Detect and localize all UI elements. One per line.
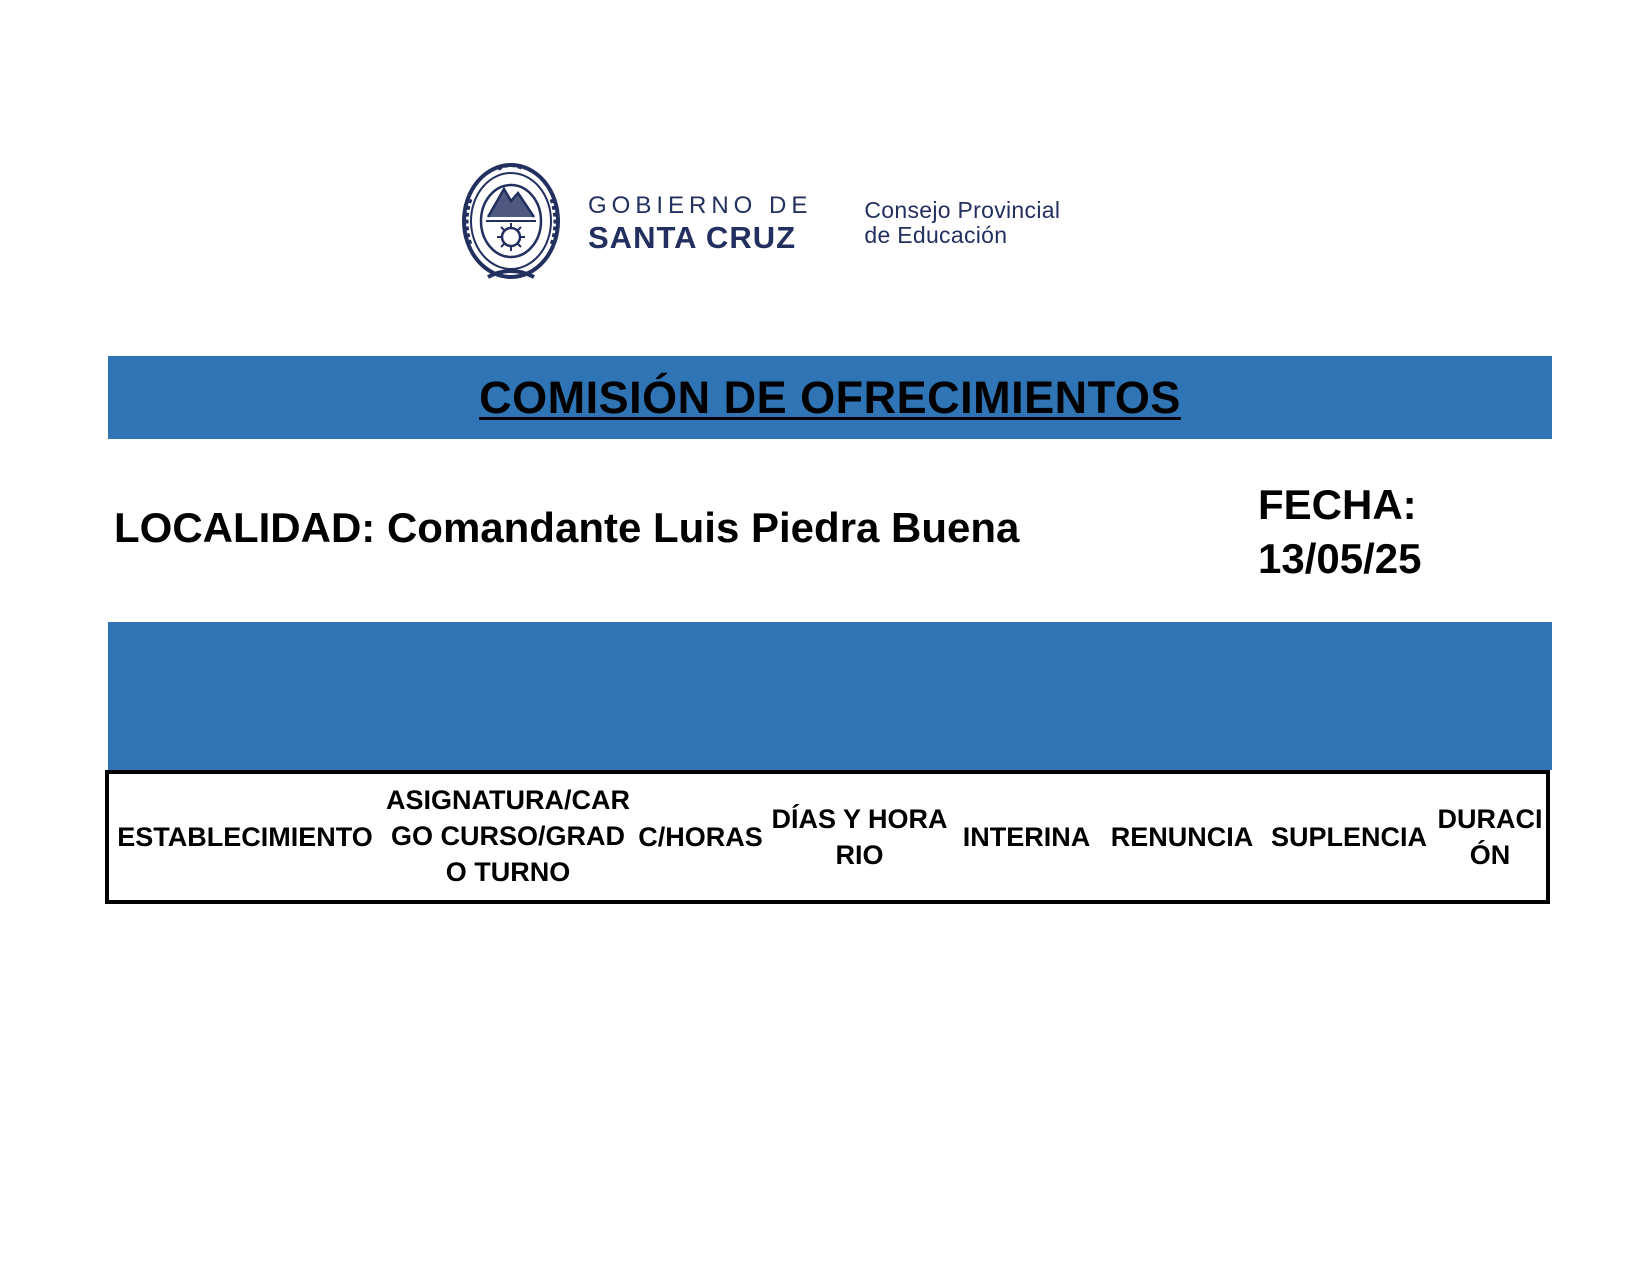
consejo-provincial-wordmark (864, 198, 1060, 248)
consejo-line-2: de Educación (864, 222, 1008, 248)
localidad-text: LOCALIDAD: Comandante Luis Piedra Buena (114, 504, 1020, 551)
fecha-block (1258, 478, 1422, 586)
gobierno-line-2: SANTA CRUZ (588, 219, 797, 255)
col-asignatura (381, 772, 635, 902)
col-establecimiento: ESTABLECIMIENTO (117, 822, 373, 852)
santa-cruz-seal-icon (458, 159, 564, 287)
consejo-line-1: Consejo Provincial (864, 197, 1061, 223)
header-logo-block (458, 158, 1088, 288)
table-header-row (107, 772, 1548, 902)
offers-table (105, 770, 1550, 904)
gobierno-line-1: GOBIERNO DE (588, 191, 813, 219)
col-dias-horario: DÍAS Y HORARIO (771, 804, 948, 870)
col-renuncia: RENUNCIA (1110, 822, 1254, 852)
title-band (108, 356, 1552, 439)
page-title: COMISIÓN DE OFRECIMIENTOS (479, 371, 1181, 423)
col-duracion: DURACIÓN (1437, 804, 1543, 870)
col-interina: INTERINA (962, 822, 1091, 852)
blue-band (108, 622, 1552, 770)
col-choras: C/HORAS (638, 822, 763, 852)
gobierno-santa-cruz-wordmark (588, 191, 813, 255)
col-asignatura-label: ASIGNATURA/CARGO CURSO/GRADO TURNO (386, 785, 630, 887)
fecha-value: 13/05/25 (1258, 535, 1422, 582)
fecha-label: FECHA: (1258, 481, 1417, 528)
col-suplencia: SUPLENCIA (1270, 822, 1427, 852)
